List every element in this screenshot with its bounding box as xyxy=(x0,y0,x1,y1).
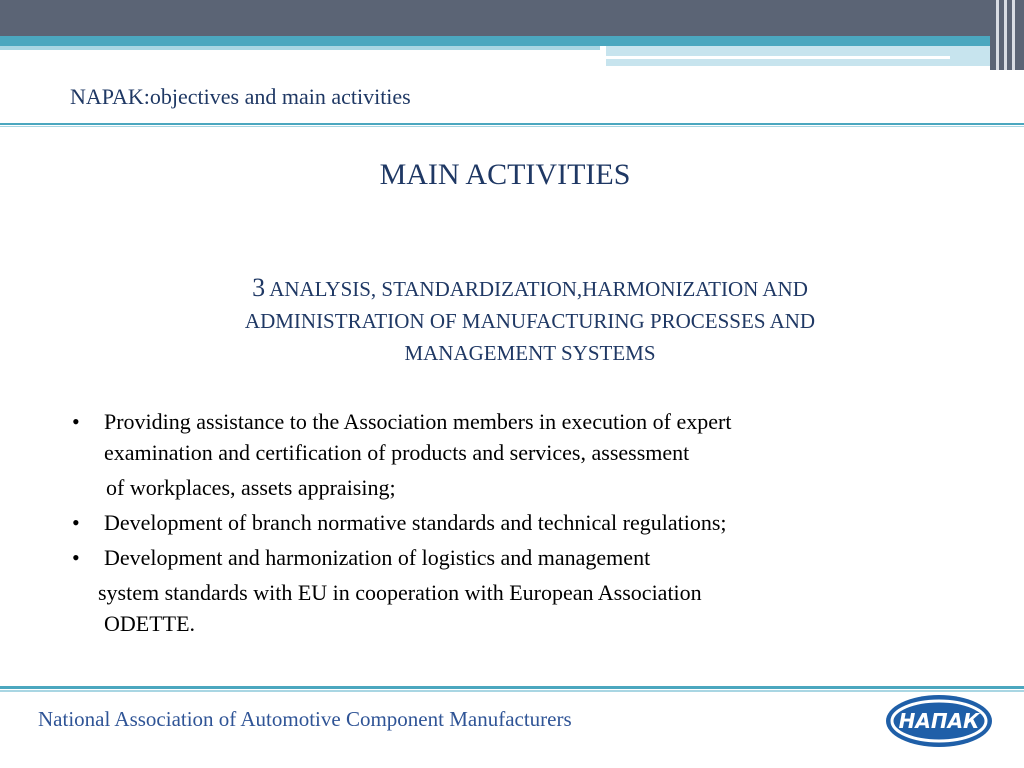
section-number: 3 xyxy=(252,273,266,302)
main-heading: MAIN ACTIVITIES xyxy=(379,158,631,191)
top-banner-light xyxy=(0,46,600,50)
footer-divider-light xyxy=(0,690,1024,692)
subheading-line-2: ADMINISTRATION OF MANUFACTURING PROCESSES AND xyxy=(244,309,816,333)
top-right-stripe xyxy=(996,0,999,70)
list-item-continuation: system standards with EU in cooperation with European Association xyxy=(98,580,702,605)
header-divider-light xyxy=(0,126,1024,127)
list-item-continuation: of workplaces, assets appraising; xyxy=(106,475,396,500)
top-banner-dark xyxy=(0,0,1024,36)
list-item-line: examination and certification of products and services, assessment xyxy=(104,440,690,465)
activities-list xyxy=(60,406,960,639)
list-item xyxy=(60,542,960,573)
list-item xyxy=(60,406,960,468)
napak-logo xyxy=(884,693,994,749)
section-subheading xyxy=(150,272,910,369)
list-item-continuation: ODETTE. xyxy=(104,611,196,636)
list-item-line: Development and harmonization of logistics and management xyxy=(104,545,651,570)
logo-text: НАПАК xyxy=(898,709,980,733)
subheading-line-1 xyxy=(150,272,910,305)
top-right-stripe xyxy=(1004,0,1007,70)
footer-divider xyxy=(0,686,1024,689)
list-item-line: Development of branch normative standards and technical regulations; xyxy=(104,510,727,535)
header-divider xyxy=(0,123,1024,125)
bullet-icon: • xyxy=(72,409,80,434)
top-banner-white-line xyxy=(606,56,950,59)
top-right-stripe xyxy=(1012,0,1015,70)
top-banner-teal xyxy=(0,36,1024,46)
slide-title: NAPAK:objectives and main activities xyxy=(70,84,411,109)
list-item-line: Providing assistance to the Association members in execution of expert xyxy=(104,409,732,434)
bullet-icon: • xyxy=(72,545,80,570)
subheading-text-1: ANALYSIS, STANDARDIZATION,HARMONIZATION AND xyxy=(269,277,808,301)
bullet-icon: • xyxy=(72,510,80,535)
subheading-line-3: MANAGEMENT SYSTEMS xyxy=(404,341,656,365)
list-item xyxy=(60,507,960,538)
footer-organization-name: National Association of Automotive Component Manufacturers xyxy=(38,707,572,731)
